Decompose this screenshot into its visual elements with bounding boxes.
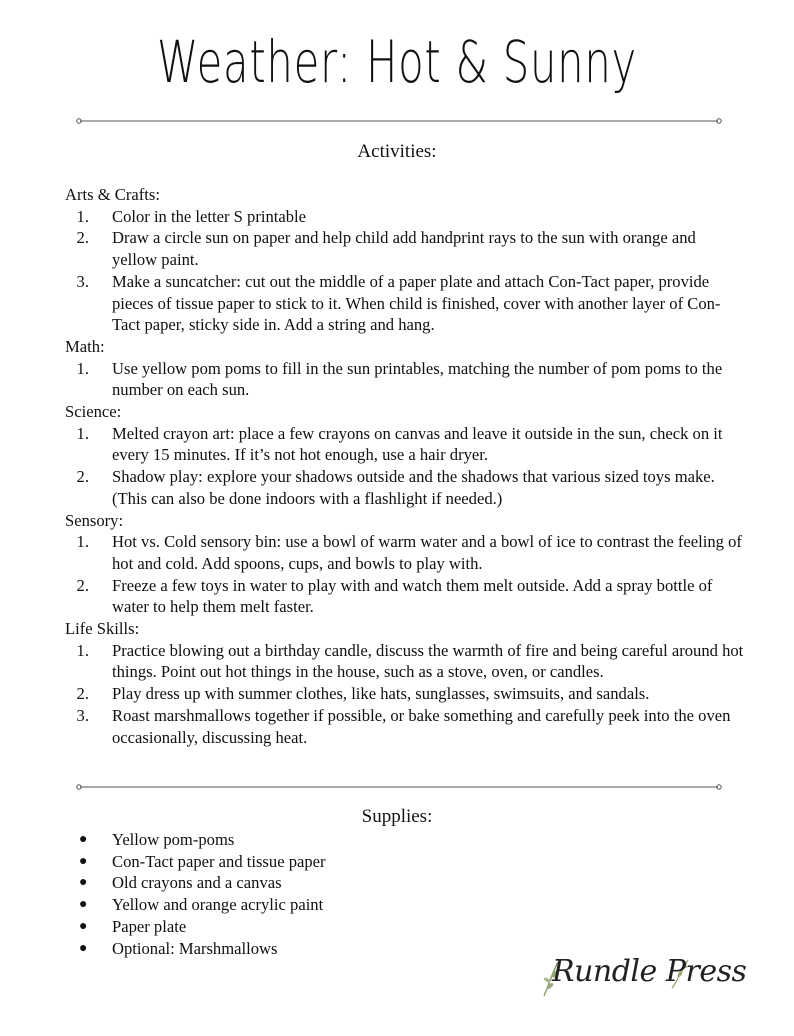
item-number: 1. [76,358,89,378]
item-number: 3. [76,705,89,725]
bullet-icon: ● [79,897,88,913]
item-text: Freeze a few toys in water to play with and watch them melt outside. Add a spray bottle of water to help them melt faster. [112,575,713,617]
list-item [65,575,745,618]
list-item [65,227,745,270]
bullet-icon: ● [79,918,88,934]
category-items [65,358,745,401]
item-text: Make a suncatcher: cut out the middle of a paper plate and attach Con-Tact paper, provide pieces of tissue paper to stick to it. When child is finished, cover with another layer of Con-Tact paper, sticky side in. Add a string and hang. [112,271,721,335]
item-text: Hot vs. Cold sensory bin: use a bowl of warm water and a bowl of ice to contrast the feeling of hot and cold. Add spoons, cups, and bowls to play with. [112,532,742,573]
list-item [65,531,745,574]
item-text: Roast marshmallows together if possible, or bake something and carefully peek into the oven occasionally, discussing heat. [112,705,731,747]
item-number: 2. [76,467,89,487]
supply-item [65,894,665,916]
bullet-icon: ● [79,832,88,847]
item-number: 2. [76,575,89,595]
item-text: Shadow play: explore your shadows outside and the shadows that various sized toys make. (This can also be done indoors with a flashlight if needed.) [112,467,715,508]
list-item [65,466,745,509]
item-text: Use yellow pom poms to fill in the sun printables, matching the number of pom poms to the number on each sun. [112,358,723,400]
list-item [65,705,745,748]
bullet-icon: ● [79,940,88,956]
supply-item [65,872,665,894]
item-text: Color in the letter S printable [112,206,307,226]
middle-divider [76,782,722,792]
activities-list [65,184,745,748]
item-number: 2. [76,684,89,704]
category-items [65,531,745,618]
item-text: Melted crayon art: place a few crayons on canvas and leave it outside in the sun, check on it every 15 minutes. If it’s not hot enough, use a hair dryer. [112,423,723,465]
list-item [65,423,745,466]
category-label: Life Skills: [65,619,140,639]
bullet-icon: ● [79,875,88,891]
supply-item [65,916,665,938]
supplies-heading: Supplies: [361,806,433,827]
list-item [65,206,745,228]
item-number: 1. [76,423,89,443]
supply-text: Yellow pom-poms [112,830,235,849]
item-text: Draw a circle sun on paper and help child add handprint rays to the sun with orange and yellow paint. [112,228,696,270]
category-items [65,206,745,336]
item-number: 1. [76,532,89,552]
supply-item [65,829,665,851]
activities-heading: Activities: [357,141,437,162]
category-items [65,423,745,510]
item-number: 3. [76,271,89,291]
page-title: Weather: Hot & Sunny [157,28,637,96]
list-item [65,640,745,683]
list-item [65,358,745,401]
item-number: 1. [76,206,89,226]
supply-text: Old crayons and a canvas [112,873,282,893]
item-number: 2. [76,228,89,248]
supply-text: Optional: Marshmallows [112,938,278,958]
category-label: Sensory: [65,510,124,530]
bullet-icon: ● [79,853,88,869]
top-divider [76,116,722,126]
list-item [65,271,745,336]
supply-item [65,851,665,873]
rundle-press-logo [522,948,758,1008]
category-label: Math: [65,336,105,356]
item-text: Play dress up with summer clothes, like hats, sunglasses, swimsuits, and sandals. [112,684,650,704]
category-label: Science: [65,402,122,422]
supplies-list [65,829,665,959]
category-label: Arts & Crafts: [65,185,160,204]
category-items [65,640,745,749]
item-number: 1. [76,640,89,660]
supply-text: Paper plate [112,916,187,936]
logo-text: Rundle Press [552,954,747,989]
list-item [65,683,745,705]
item-text: Practice blowing out a birthday candle, discuss the warmth of fire and being careful around hot things. Point out hot things in the house, such as a stove, oven, or candles. [112,640,744,682]
supply-text: Con-Tact paper and tissue paper [112,851,326,871]
supply-text: Yellow and orange acrylic paint [112,895,324,915]
